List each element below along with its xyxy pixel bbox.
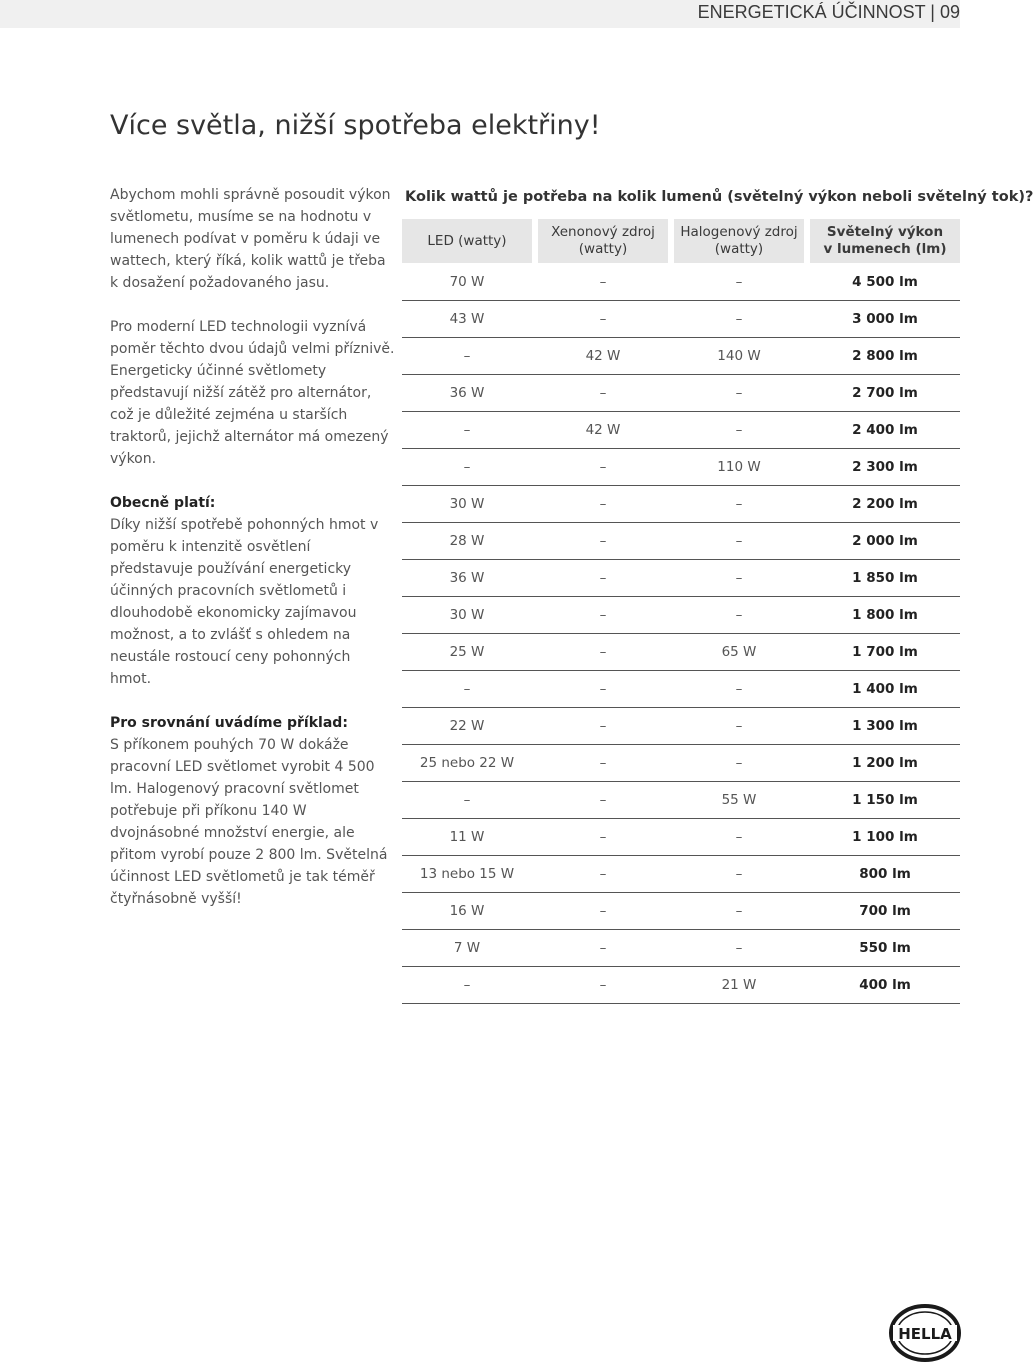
table-row (402, 559, 960, 596)
table-row (402, 264, 960, 300)
table-cell: 42 W (585, 422, 621, 438)
table-row (402, 596, 960, 633)
table-cell: 2 400 lm (852, 422, 918, 438)
table-row (402, 744, 960, 781)
table-cell: 700 lm (859, 903, 911, 919)
table-cell: 43 W (449, 311, 485, 327)
table-cell: 30 W (449, 496, 485, 512)
table-cell: 21 W (721, 977, 757, 993)
general-paragraph (110, 492, 395, 690)
table-row (402, 633, 960, 670)
table-cell: – (735, 422, 743, 438)
table-cell: 42 W (585, 348, 621, 364)
table-cell: 400 lm (859, 977, 911, 993)
table-cell: 2 300 lm (852, 459, 918, 475)
table-cell: – (599, 385, 607, 401)
table-cell: 1 150 lm (852, 792, 918, 808)
table-cell: 65 W (721, 644, 757, 660)
table-cell: 36 W (449, 570, 485, 586)
table-cell: 70 W (449, 274, 485, 290)
table-cell: 3 000 lm (852, 311, 918, 327)
table-row (402, 448, 960, 485)
table-cell: 28 W (449, 533, 485, 549)
table-cell: – (599, 644, 607, 660)
table-cell: 25 W (449, 644, 485, 660)
table-cell: 11 W (449, 829, 485, 845)
table-cell: – (599, 977, 607, 993)
table-row (402, 670, 960, 707)
table-cell: – (735, 829, 743, 845)
table-cell: – (599, 681, 607, 697)
table-row (402, 337, 960, 374)
table-cell: – (599, 533, 607, 549)
table-cell: – (599, 311, 607, 327)
table-cell: – (463, 792, 471, 808)
table-cell: – (599, 274, 607, 290)
general-heading: Obecně platí: (110, 495, 216, 511)
table-cell: – (599, 940, 607, 956)
table-cell: – (599, 718, 607, 734)
table-cell: – (599, 755, 607, 771)
table-row (402, 818, 960, 855)
table-row (402, 300, 960, 337)
table-cell: 1 100 lm (852, 829, 918, 845)
table-cell: – (463, 459, 471, 475)
header-lumens: Světelný výkon v lumenech (lm) (810, 219, 960, 263)
comparison-table (402, 219, 960, 1004)
intro-column (110, 184, 395, 932)
table-row (402, 522, 960, 559)
table-header (402, 219, 960, 263)
table-cell: – (735, 274, 743, 290)
table-row (402, 966, 960, 1004)
table-cell: – (735, 570, 743, 586)
header-halogen: Halogenový zdroj (watty) (674, 219, 804, 263)
table-cell: – (735, 496, 743, 512)
table-cell: 7 W (453, 940, 481, 956)
table-cell: – (599, 607, 607, 623)
table-cell: 1 300 lm (852, 718, 918, 734)
table-cell: 1 400 lm (852, 681, 918, 697)
table-cell: – (735, 940, 743, 956)
table-cell: – (735, 385, 743, 401)
table-cell: 140 W (717, 348, 761, 364)
example-paragraph (110, 712, 395, 910)
table-row (402, 781, 960, 818)
table-cell: 2 200 lm (852, 496, 918, 512)
table-cell: 4 500 lm (852, 274, 918, 290)
table-cell: – (463, 681, 471, 697)
table-title: Kolik wattů je potřeba na kolik lumenů (světelný výkon neboli světelný tok)? (405, 189, 1033, 205)
header-led: LED (watty) (402, 219, 532, 263)
table-cell: – (463, 422, 471, 438)
table-cell: 1 850 lm (852, 570, 918, 586)
table-cell: – (599, 903, 607, 919)
table-cell: – (735, 718, 743, 734)
page-title: Více světla, nižší spotřeba elektřiny! (110, 110, 601, 141)
table-cell: – (599, 496, 607, 512)
table-cell: – (735, 311, 743, 327)
table-row (402, 485, 960, 522)
table-cell: 550 lm (859, 940, 911, 956)
table-body (402, 264, 960, 1004)
table-cell: 1 200 lm (852, 755, 918, 771)
led-paragraph: Pro moderní LED technologii vyznívá poměr těchto dvou údajů velmi příznivě. Energeticky účinné světlomety představují nižší zátěž pro alternátor, což je důležité zejména u starších traktorů, jejichž alternátor má omezený výkon. (110, 319, 395, 467)
table-cell: – (735, 755, 743, 771)
table-cell: – (735, 607, 743, 623)
table-cell: 1 700 lm (852, 644, 918, 660)
table-cell: – (599, 570, 607, 586)
table-row (402, 707, 960, 744)
section-label: ENERGETICKÁ ÚČINNOST | 09 (697, 2, 960, 22)
table-cell: 22 W (449, 718, 485, 734)
table-cell: 16 W (449, 903, 485, 919)
logo-text: HELLA (898, 1325, 952, 1343)
header-xenon: Xenonový zdroj (watty) (538, 219, 668, 263)
table-cell: – (599, 459, 607, 475)
table-cell: – (463, 977, 471, 993)
table-row (402, 411, 960, 448)
table-cell: – (599, 792, 607, 808)
page-header (0, 0, 960, 28)
intro-paragraph: Abychom mohli správně posoudit výkon světlometu, musíme se na hodnotu v lumenech podívat v poměru k údaji ve wattech, který říká, kolik wattů je třeba k dosažení požadovaného jasu. (110, 187, 391, 291)
table-cell: – (599, 829, 607, 845)
general-text: Díky nižší spotřebě pohonných hmot v poměru k intenzitě osvětlení představuje používání energeticky účinných pracovních světlometů i dlouhodobě ekonomicky zajímavou možnost, a to zvlášť s ohledem na neustále rostoucí ceny pohonných hmot. (110, 517, 379, 687)
table-cell: 110 W (717, 459, 761, 475)
table-cell: – (735, 681, 743, 697)
table-row (402, 892, 960, 929)
table-row (402, 929, 960, 966)
table-cell: 55 W (721, 792, 757, 808)
table-cell: – (599, 866, 607, 882)
table-cell: 2 800 lm (852, 348, 918, 364)
hella-logo-icon (885, 1302, 960, 1362)
table-cell: – (735, 866, 743, 882)
table-row (402, 374, 960, 411)
example-heading: Pro srovnání uvádíme příklad: (110, 715, 348, 731)
table-cell: 25 nebo 22 W (419, 755, 515, 771)
table-cell: – (463, 348, 471, 364)
table-cell: – (735, 533, 743, 549)
table-cell: – (735, 903, 743, 919)
example-text: S příkonem pouhých 70 W dokáže pracovní LED světlomet vyrobit 4 500 lm. Halogenový pracovní světlomet potřebuje při příkonu 140 W dvojnásobné množství energie, ale přitom vyrobí pouze 2 800 lm. Světelná účinnost LED světlometů je tak téměř čtyřnásobně vyšší! (110, 737, 388, 907)
table-cell: 800 lm (859, 866, 911, 882)
table-cell: 2 700 lm (852, 385, 918, 401)
table-cell: 2 000 lm (852, 533, 918, 549)
table-cell: 30 W (449, 607, 485, 623)
table-cell: 1 800 lm (852, 607, 918, 623)
table-row (402, 855, 960, 892)
table-cell: 13 nebo 15 W (419, 866, 515, 882)
table-cell: 36 W (449, 385, 485, 401)
